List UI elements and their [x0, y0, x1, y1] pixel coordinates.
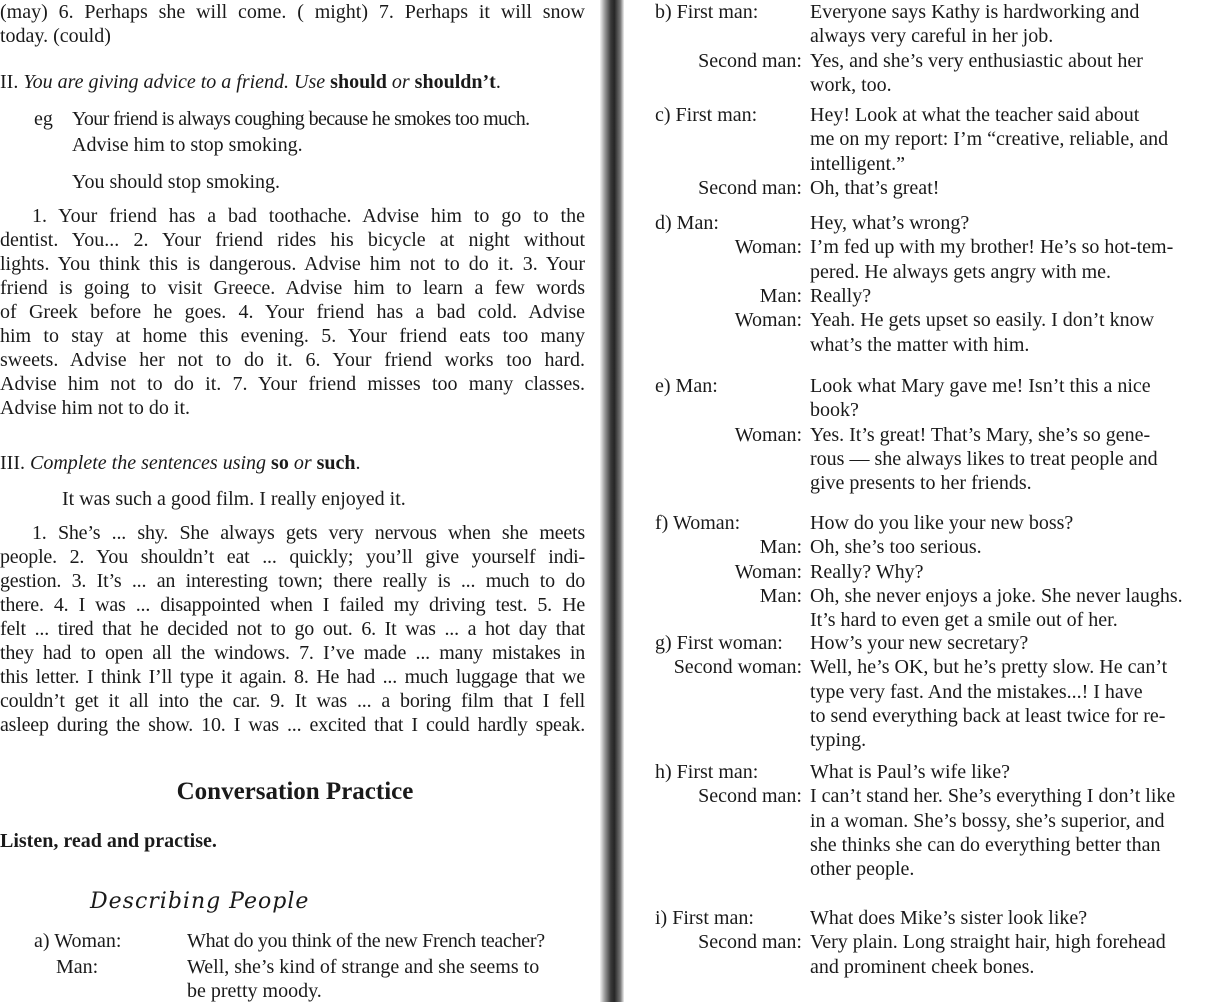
- utterance: type very fast. And the mistakes...! I have: [810, 680, 1143, 703]
- dialog-label: a) Woman:: [34, 930, 122, 952]
- exercise-iii-example: It was such a good film. I really enjoyed it.: [62, 488, 406, 510]
- utterance: to send everything back at least twice for re-: [810, 704, 1166, 727]
- speaker: d) Man:: [655, 212, 719, 234]
- speaker: Second woman:: [673, 656, 802, 679]
- utterance: in a woman. She’s bossy, she’s superior, and: [810, 809, 1165, 832]
- utterance: What do you think of the new French teacher?: [187, 930, 545, 952]
- utterance: What is Paul’s wife like?: [810, 761, 1010, 783]
- utterance: Oh, she never enjoys a joke. She never laughs.: [810, 584, 1183, 607]
- exercise-ii-items: 1. Your friend has a bad toothache. Advise him to go to the dentist. You... 2. Your friend rides his bicycle at night without lights. You think this is dangerous. Advise him not to do it. 3. Your friend is going to visit Greece. Advise him to learn a few words of Greek before he goes. 4. Your friend has a bad cold. Advise him to stay at home this evening. 5. Your friend eats too many sweets. Advise her not to do it. 6. Your friend works too hard. Advise him not to do it. 7. Your friend misses too many classes. Advise him not to do it.: [0, 205, 585, 419]
- speaker: i) First man:: [655, 907, 754, 929]
- utterance: and prominent cheek bones.: [810, 955, 1035, 978]
- eg-answer: You should stop smoking.: [72, 171, 281, 193]
- speaker: Woman:: [734, 236, 802, 259]
- utterance: she thinks she can do everything better than: [810, 833, 1161, 856]
- speaker: Second man:: [698, 785, 802, 808]
- utterance: give presents to her friends.: [810, 472, 1032, 495]
- speaker: f) Woman:: [655, 512, 741, 534]
- speaker: b) First man:: [655, 1, 759, 23]
- utterance: Look what Mary gave me! Isn’t this a nice: [810, 375, 1151, 397]
- eg-line-1: Your friend is always coughing because he smokes too much.: [72, 108, 530, 130]
- utterance: other people.: [810, 858, 915, 881]
- utterance: Well, he’s OK, but he’s pretty slow. He can’t: [810, 656, 1168, 679]
- speaker: Woman:: [734, 309, 802, 332]
- exercise-iii-instruction: III. Complete the sentences using so or such.: [0, 452, 361, 474]
- utterance: I’m fed up with my brother! He’s so hot-tem-: [810, 236, 1174, 259]
- utterance: How do you like your new boss?: [810, 512, 1074, 534]
- speaker: Man:: [759, 536, 802, 559]
- utterance: what’s the matter with him.: [810, 333, 1030, 356]
- page-gutter: [600, 0, 624, 1002]
- utterance: me on my report: I’m “creative, reliable, and: [810, 128, 1169, 151]
- utterance: Everyone says Kathy is hardworking and: [810, 1, 1140, 23]
- speaker: Second man:: [698, 49, 802, 72]
- utterance: Yes. It’s great! That’s Mary, she’s so gene-: [810, 423, 1151, 446]
- speaker: e) Man:: [655, 375, 718, 397]
- utterance: Oh, that’s great!: [810, 176, 940, 199]
- conversation-heading: Conversation Practice: [176, 778, 414, 805]
- utterance: Hey, what’s wrong?: [810, 212, 970, 234]
- speaker: g) First woman:: [655, 632, 783, 654]
- utterance: pered. He always gets angry with me.: [810, 260, 1112, 283]
- utterance: rous — she always likes to treat people and: [810, 447, 1158, 470]
- speaker: Man:: [56, 956, 99, 978]
- utterance: intelligent.”: [810, 152, 905, 175]
- utterance: I can’t stand her. She’s everything I don’t like: [810, 785, 1176, 808]
- speaker: Second man:: [698, 176, 802, 199]
- exercise-iii-items: 1. She’s ... shy. She always gets very nervous when she meets people. 2. You shouldn’t eat ... quickly; you’ll give yourself indi- gestion. 3. It’s ... an interesting town; there really is ... much to do there. 4. I was ... disappointed when I failed my driving test. 5. He felt ... tired that he decided not to go out. 6. It was ... a hot day that they had to open all the windows. 7. I’ve made ... many mistakes in this letter. I think I’ll type it again. 8. He had ... much luggage that we couldn’t get it all into the car. 9. It was ... a boring film that I fell asleep during the show. 10. I was ... excited that I could hardly speak.: [0, 522, 585, 736]
- utterance: It’s hard to even get a smile out of her.: [810, 609, 1118, 632]
- utterance: typing.: [810, 729, 867, 752]
- speaker: Woman:: [734, 423, 802, 446]
- eg-line-2: Advise him to stop smoking.: [72, 134, 303, 156]
- utterance: Yeah. He gets upset so easily. I don’t know: [810, 309, 1155, 332]
- exercise-ii-instruction: II. You are giving advice to a friend. Use should or shouldn’t.: [0, 71, 501, 93]
- utterance: Well, she’s kind of strange and she seems to: [187, 956, 540, 978]
- utterance: book?: [810, 399, 859, 422]
- utterance: Yes, and she’s very enthusiastic about her: [810, 49, 1143, 72]
- utterance: be pretty moody.: [187, 980, 322, 1002]
- utterance: work, too.: [810, 73, 892, 96]
- utterance: Really?: [810, 284, 872, 307]
- utterance: What does Mike’s sister look like?: [810, 907, 1088, 929]
- eg-label: eg: [34, 108, 53, 130]
- speaker: Man:: [759, 584, 802, 607]
- utterance: Hey! Look at what the teacher said about: [810, 104, 1140, 126]
- utterance: always very careful in her job.: [810, 25, 1054, 48]
- exercise-i-tail: (may) 6. Perhaps she will come. ( might) 7. Perhaps it will snow today. (could): [0, 1, 585, 47]
- speaker: c) First man:: [655, 104, 758, 126]
- speaker: Second man:: [698, 931, 802, 954]
- utterance: How’s your new secretary?: [810, 632, 1029, 654]
- section-title: Describing People: [90, 889, 310, 914]
- speaker: Woman:: [734, 560, 802, 583]
- listen-instruction: Listen, read and practise.: [0, 830, 217, 852]
- utterance: Very plain. Long straight hair, high forehead: [810, 931, 1166, 954]
- utterance: Oh, she’s too serious.: [810, 536, 982, 559]
- speaker: h) First man:: [655, 761, 759, 783]
- utterance: Really? Why?: [810, 560, 924, 583]
- speaker: Man:: [759, 284, 802, 307]
